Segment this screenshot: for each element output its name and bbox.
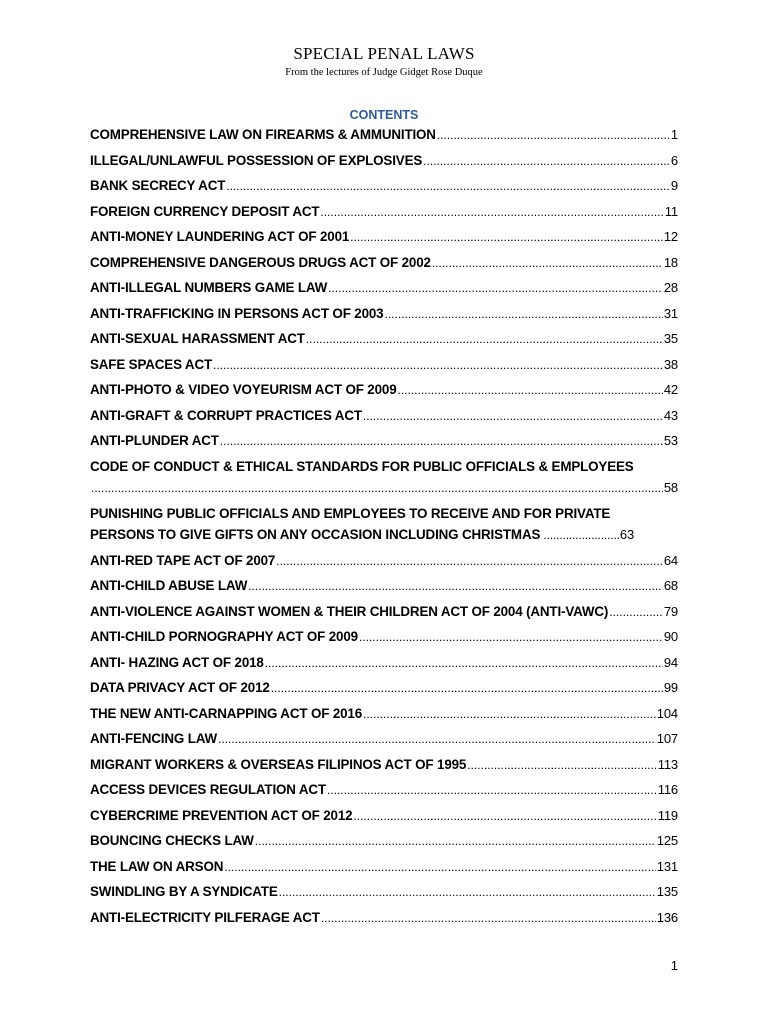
contents-heading: CONTENTS <box>349 108 419 122</box>
toc-entry-wrapped <box>90 503 678 546</box>
toc-entry-title: CODE OF CONDUCT & ETHICAL STANDARDS FOR PUBLIC OFFICIALS & EMPLOYEES <box>90 458 634 474</box>
toc-entry-page: 113 <box>657 756 678 772</box>
toc-leader-dots <box>279 880 656 905</box>
toc-leader-dots <box>306 327 663 352</box>
toc-leader-dots <box>327 778 657 803</box>
toc-entry[interactable] <box>90 352 678 378</box>
toc-leader-dots <box>248 574 663 599</box>
toc-entry-page: 131 <box>656 858 678 874</box>
toc-entry[interactable] <box>90 573 678 599</box>
toc-entry-page: 119 <box>657 807 678 823</box>
toc-leader-dots <box>437 123 670 148</box>
toc-entry-title: PUNISHING PUBLIC OFFICIALS AND EMPLOYEES TO RECEIVE AND FOR PRIVATE PERSONS TO GIVE GIFTS ON ANY OCCASION INCLUDING CHRISTMAS <box>90 505 611 542</box>
toc-entry-page: 68 <box>663 578 678 593</box>
toc-leader-dots <box>255 829 656 854</box>
toc-leader-dots <box>226 174 670 199</box>
toc-entry[interactable] <box>90 803 678 829</box>
toc-leader-dots <box>384 302 662 327</box>
toc-entry-page: 42 <box>663 382 678 397</box>
toc-entry[interactable] <box>90 224 678 250</box>
toc-entry-page: 125 <box>656 833 678 848</box>
toc-entry[interactable] <box>90 879 678 905</box>
toc-entry-page: 31 <box>663 305 678 321</box>
toc-entry-page: 99 <box>663 680 678 695</box>
toc-leader-dots <box>218 727 656 752</box>
toc-entry-title: ANTI-PLUNDER ACT <box>90 433 219 448</box>
toc-entry-page: 116 <box>657 782 678 797</box>
toc-entry-page: 1 <box>670 127 678 142</box>
toc-entry[interactable] <box>90 650 678 676</box>
toc-entry-continuation <box>90 477 678 499</box>
toc-entry[interactable] <box>90 428 678 454</box>
toc-entry-page: 6 <box>670 152 678 168</box>
toc-entry-title: ANTI-ELECTRICITY PILFERAGE ACT <box>90 909 320 925</box>
toc-entry[interactable] <box>90 548 678 574</box>
toc-entry[interactable] <box>90 752 678 778</box>
toc-entry-title: ANTI-GRAFT & CORRUPT PRACTICES ACT <box>90 407 362 423</box>
toc-leader-dots <box>320 200 663 225</box>
toc-entry[interactable] <box>90 275 678 301</box>
toc-entry-title: ANTI-FENCING LAW <box>90 731 218 746</box>
toc-entry-page: 43 <box>663 407 678 423</box>
toc-leader-dots <box>350 225 663 250</box>
toc-entry-page: 35 <box>663 331 678 346</box>
toc-entry-page: 90 <box>663 629 678 644</box>
toc-entry-page: 58 <box>663 479 678 495</box>
toc-entry[interactable] <box>90 122 678 148</box>
toc-leader-dots <box>359 625 663 650</box>
toc-entry[interactable] <box>90 854 678 880</box>
toc-entry-page: 136 <box>656 909 678 925</box>
toc-entry[interactable] <box>90 173 678 199</box>
toc-leader-dots <box>398 378 663 403</box>
toc-entry[interactable] <box>90 599 678 625</box>
toc-entry-title: ANTI-RED TAPE ACT OF 2007 <box>90 552 276 568</box>
toc-leader-dots <box>276 549 663 574</box>
toc-entry[interactable] <box>90 726 678 752</box>
toc-leader-dots <box>467 753 657 778</box>
page-number: 1 <box>670 958 678 973</box>
toc-entry-page: 79 <box>663 603 678 619</box>
toc-leader-dots <box>353 804 656 829</box>
toc-entry-page: 38 <box>663 356 678 372</box>
toc-entry-title: DATA PRIVACY ACT OF 2012 <box>90 680 270 695</box>
toc-entry-title: ANTI-VIOLENCE AGAINST WOMEN & THEIR CHILDREN ACT OF 2004 (ANTI-VAWC) <box>90 603 609 619</box>
toc-entry-page: 64 <box>663 552 678 568</box>
toc-entry-page: 104 <box>656 705 678 721</box>
toc-entry-page: 12 <box>663 229 678 244</box>
toc-entry-title: ANTI-CHILD ABUSE LAW <box>90 578 248 593</box>
toc-entry-title: ACCESS DEVICES REGULATION ACT <box>90 782 326 797</box>
toc-entry[interactable] <box>90 301 678 327</box>
toc-entry-title: COMPREHENSIVE LAW ON FIREARMS & AMMUNITION <box>90 127 436 142</box>
toc-entry[interactable] <box>90 828 678 854</box>
toc-entry[interactable] <box>90 148 678 174</box>
toc-entry-page: 135 <box>656 884 678 899</box>
toc-entry-page: 107 <box>656 731 678 746</box>
table-of-contents <box>90 122 678 930</box>
toc-entry[interactable] <box>90 377 678 403</box>
toc-entry[interactable] <box>90 501 678 548</box>
toc-entry-title: FOREIGN CURRENCY DEPOSIT ACT <box>90 203 320 219</box>
toc-leader-dots <box>609 600 663 625</box>
toc-entry[interactable] <box>90 326 678 352</box>
toc-leader-dots <box>328 276 663 301</box>
toc-entry-title: COMPREHENSIVE DANGEROUS DRUGS ACT OF 2002 <box>90 254 431 270</box>
toc-leader-dots <box>213 353 663 378</box>
toc-entry-title: ANTI-MONEY LAUNDERING ACT OF 2001 <box>90 229 350 244</box>
toc-leader-dots <box>363 702 656 727</box>
toc-entry[interactable] <box>90 624 678 650</box>
toc-entry-title: BANK SECRECY ACT <box>90 178 226 193</box>
toc-entry[interactable] <box>90 250 678 276</box>
toc-entry-page: 63 <box>619 526 635 542</box>
toc-entry-title: ANTI-PHOTO & VIDEO VOYEURISM ACT OF 2009 <box>90 382 397 397</box>
toc-entry-title: ILLEGAL/UNLAWFUL POSSESSION OF EXPLOSIVES <box>90 152 423 168</box>
toc-entry[interactable] <box>90 454 678 501</box>
toc-leader-dots <box>271 676 663 701</box>
document-subtitle: From the lectures of Judge Gidget Rose Duque <box>285 67 483 78</box>
toc-leader-dots <box>423 149 670 174</box>
toc-entry[interactable] <box>90 701 678 727</box>
toc-entry-page: 53 <box>663 433 678 448</box>
toc-entry[interactable] <box>90 199 678 225</box>
toc-leader-dots <box>432 251 663 276</box>
toc-entry-title: ANTI-SEXUAL HARASSMENT ACT <box>90 331 305 346</box>
toc-entry-page: 28 <box>663 280 678 295</box>
toc-entry[interactable] <box>90 905 678 931</box>
toc-entry-title: MIGRANT WORKERS & OVERSEAS FILIPINOS ACT OF 1995 <box>90 756 467 772</box>
toc-entry-title: ANTI-ILLEGAL NUMBERS GAME LAW <box>90 280 328 295</box>
toc-entry[interactable] <box>90 403 678 429</box>
toc-entry-page: 9 <box>670 178 678 193</box>
toc-leader-dots <box>224 855 656 880</box>
toc-entry[interactable] <box>90 675 678 701</box>
toc-leader-dots: ........................ <box>540 527 620 542</box>
toc-entry-page: 11 <box>664 203 678 219</box>
toc-entry-title: BOUNCING CHECKS LAW <box>90 833 254 848</box>
toc-entry[interactable] <box>90 777 678 803</box>
toc-entry-title: ANTI-TRAFFICKING IN PERSONS ACT OF 2003 <box>90 305 384 321</box>
document-title: SPECIAL PENAL LAWS <box>293 44 475 63</box>
toc-entry-title: THE LAW ON ARSON <box>90 858 224 874</box>
toc-leader-dots <box>265 651 663 676</box>
toc-entry-title: SWINDLING BY A SYNDICATE <box>90 884 278 899</box>
toc-leader-dots <box>91 478 663 499</box>
toc-entry-title: SAFE SPACES ACT <box>90 356 212 372</box>
toc-leader-dots <box>363 404 663 429</box>
toc-entry-title: CYBERCRIME PREVENTION ACT OF 2012 <box>90 807 353 823</box>
toc-entry-title: THE NEW ANTI-CARNAPPING ACT OF 2016 <box>90 705 363 721</box>
toc-entry-title: ANTI- HAZING ACT OF 2018 <box>90 654 264 670</box>
toc-leader-dots <box>321 906 656 931</box>
toc-entry-page: 18 <box>663 254 678 270</box>
toc-entry-page: 94 <box>663 654 678 670</box>
toc-leader-dots <box>220 429 663 454</box>
toc-entry-title: ANTI-CHILD PORNOGRAPHY ACT OF 2009 <box>90 629 358 644</box>
